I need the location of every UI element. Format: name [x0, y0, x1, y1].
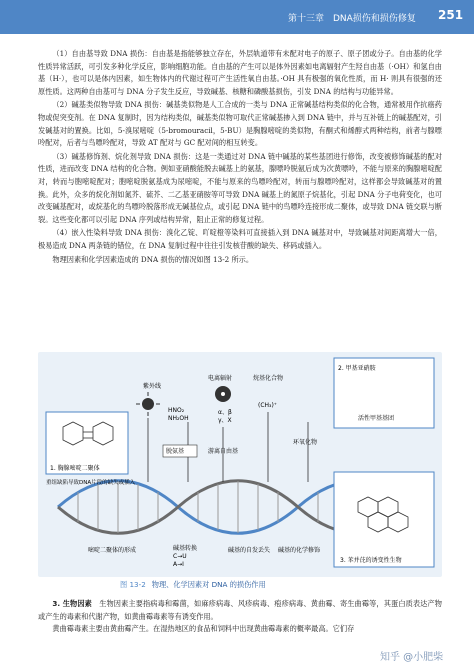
page-header	[0, 0, 474, 34]
section-text-2: 黄曲霉毒素主要由黄曲霉产生。在湿热地区的食品和饲料中出现黄曲霉毒素的概率最高。它们存	[52, 624, 355, 634]
label-epoxide: 环氧化物	[293, 439, 318, 446]
label-radiation: 电离辐射	[208, 375, 233, 382]
label-free-radical: 游离自由基	[208, 448, 239, 455]
label-nh2oh: NH₂OH	[168, 415, 189, 422]
paragraph-base-analog: （2）碱基类似物导致 DNA 损伤：碱基类似物是人工合成的一类与 DNA 正常碱基结构类似的化合物，通常被用作抗癌药物或促突变剂。在 DNA 复制时，因为结构类似，碱基类似物可取代正常碱基掺入到 DNA 链中，并与互补链上的碱基配对，引发碱基对的置换。比如，5-溴尿嘧啶（5-bromouracil，5-BU）是胸腺嘧啶的类似物，有酮式和烯醇式两种结构，前者与腺嘌呤配对，后者与鸟嘌呤配对，导致 AT 配对与 GC 配对间的相互转变。	[38, 100, 442, 148]
label-base-convert: 碱基转换	[173, 545, 198, 552]
benzopyrene-box	[334, 472, 434, 567]
caption-number: 图 13-2	[120, 580, 146, 589]
body-text	[38, 48, 442, 267]
label-uv: 紫外线	[143, 383, 162, 390]
label-thymine-dimer: 1. 胸腺嘧啶二聚体	[50, 465, 100, 472]
label-form-dimer: 嘧啶二聚体的形成	[88, 547, 137, 554]
paragraph-figure-intro: 物理因素和化学因素造成的 DNA 损伤的情况如图 13-2 所示。	[52, 254, 254, 264]
watermark: 知乎 @小肥柴	[380, 652, 444, 663]
paragraph-alkylating: （3）碱基修饰剂、烷化剂导致 DNA 损伤：这是一类通过对 DNA 链中碱基的某些基团进行修饰，改变被修饰碱基的配对性质，进而改变 DNA 结构的化合物。例如亚硝酸能脱去碱基上的氨基，腺嘌呤脱氨后成为次黄嘌呤，不能与原来的胸腺嘧啶配对，转而与胞嘧啶配对；胞嘧啶脱氨基成为尿嘧啶，不能与原来的鸟嘌呤配对，转而与腺嘌呤配对，这样都会导致碱基对的置换。此外，众多的烷化剂如氮芥、硫芥、二乙基亚硝胺等可导致 DNA 碱基上的氮原子烷基化，引起 DNA 分子电荷变化，也可改变碱基配对，或烷基化的鸟嘌呤脱落形成无碱基位点，或引起 DNA 链中的鸟嘌呤连接形成二聚体，或导致 DNA 链交联与断裂。这些变化都可以引起 DNA 序列或结构异常，阻止正常的修复过程。	[38, 151, 442, 224]
label-benzopyrene: 3. 苯并芘的诱变性生物	[340, 557, 402, 564]
label-alkyl-compound: 烷基化合物	[253, 375, 284, 382]
label-base-convert-ai: A→I	[173, 561, 184, 568]
section-text: 生物因素主要指病毒和霉菌，如麻疹病毒、风疹病毒、疱疹病毒、黄曲霉、寄生曲霉等，其蛋白质表达产物或产生的毒素和代谢产物，如黄曲霉毒素等有诱变作用。	[38, 599, 442, 621]
label-gamma-x: γ、X	[218, 417, 232, 424]
label-base-loss: 碱基的自发丢失	[228, 547, 271, 554]
paragraph-intercalating: （4）嵌入性染料导致 DNA 损伤：溴化乙锭、吖啶橙等染料可直接插入到 DNA 碱基对中，导致碱基对间距离增大一倍，极易造成 DNA 两条链的错位，在 DNA 复制过程中往往引发核苷酸的缺失、移码或插入。	[38, 228, 442, 250]
dna-damage-figure	[38, 352, 442, 577]
sun-icon	[142, 398, 154, 410]
paragraph-free-radical: （1）自由基导致 DNA 损伤：自由基是指能够独立存在，外层轨道带有未配对电子的原子、原子团或分子。自由基的化学性质异常活跃，可引发多种化学反应，影响细胞功能。自由基的产生可以是体外因素如电离辐射产生羟自由基（·OH）和氢自由基（H·），也可以是体内因素，如生物体内的代谢过程可产生活性氧自由基。·OH 具有极强的氧化性质，而 H· 则具有很强的还原性质。这两种自由基可与 DNA 分子发生反应，导致碱基、核糖和磷酸基损伤，引发 DNA 的结构与功能异常。	[38, 49, 442, 96]
label-deamination: 脱氨基	[166, 448, 185, 455]
label-base-chem-mod: 碱基的化学修饰	[278, 547, 321, 554]
label-base-convert-cu: C→U	[173, 553, 187, 560]
caption-text: 物理、化学因素对 DNA 的损伤作用	[151, 580, 266, 589]
figure-caption	[120, 580, 266, 590]
chapter-title: 第十三章 DNA损伤和损伤修复	[288, 14, 416, 24]
section-biological	[38, 598, 442, 636]
label-intercalate: 重组缺陷导致DNA片段的缺失或插入	[46, 480, 136, 486]
figure-svg	[38, 352, 442, 577]
label-ch3: (CH₃)⁺	[258, 402, 277, 409]
section-title: 3. 生物因素	[52, 599, 92, 608]
label-hno2: HNO₂	[168, 407, 185, 414]
label-alpha-beta: α、β	[218, 409, 232, 416]
label-active-methyl: 活性甲基基团	[358, 415, 395, 422]
page-number: 251	[438, 8, 464, 22]
label-methyl-nitroso: 2. 甲基亚硝胺	[338, 365, 376, 372]
